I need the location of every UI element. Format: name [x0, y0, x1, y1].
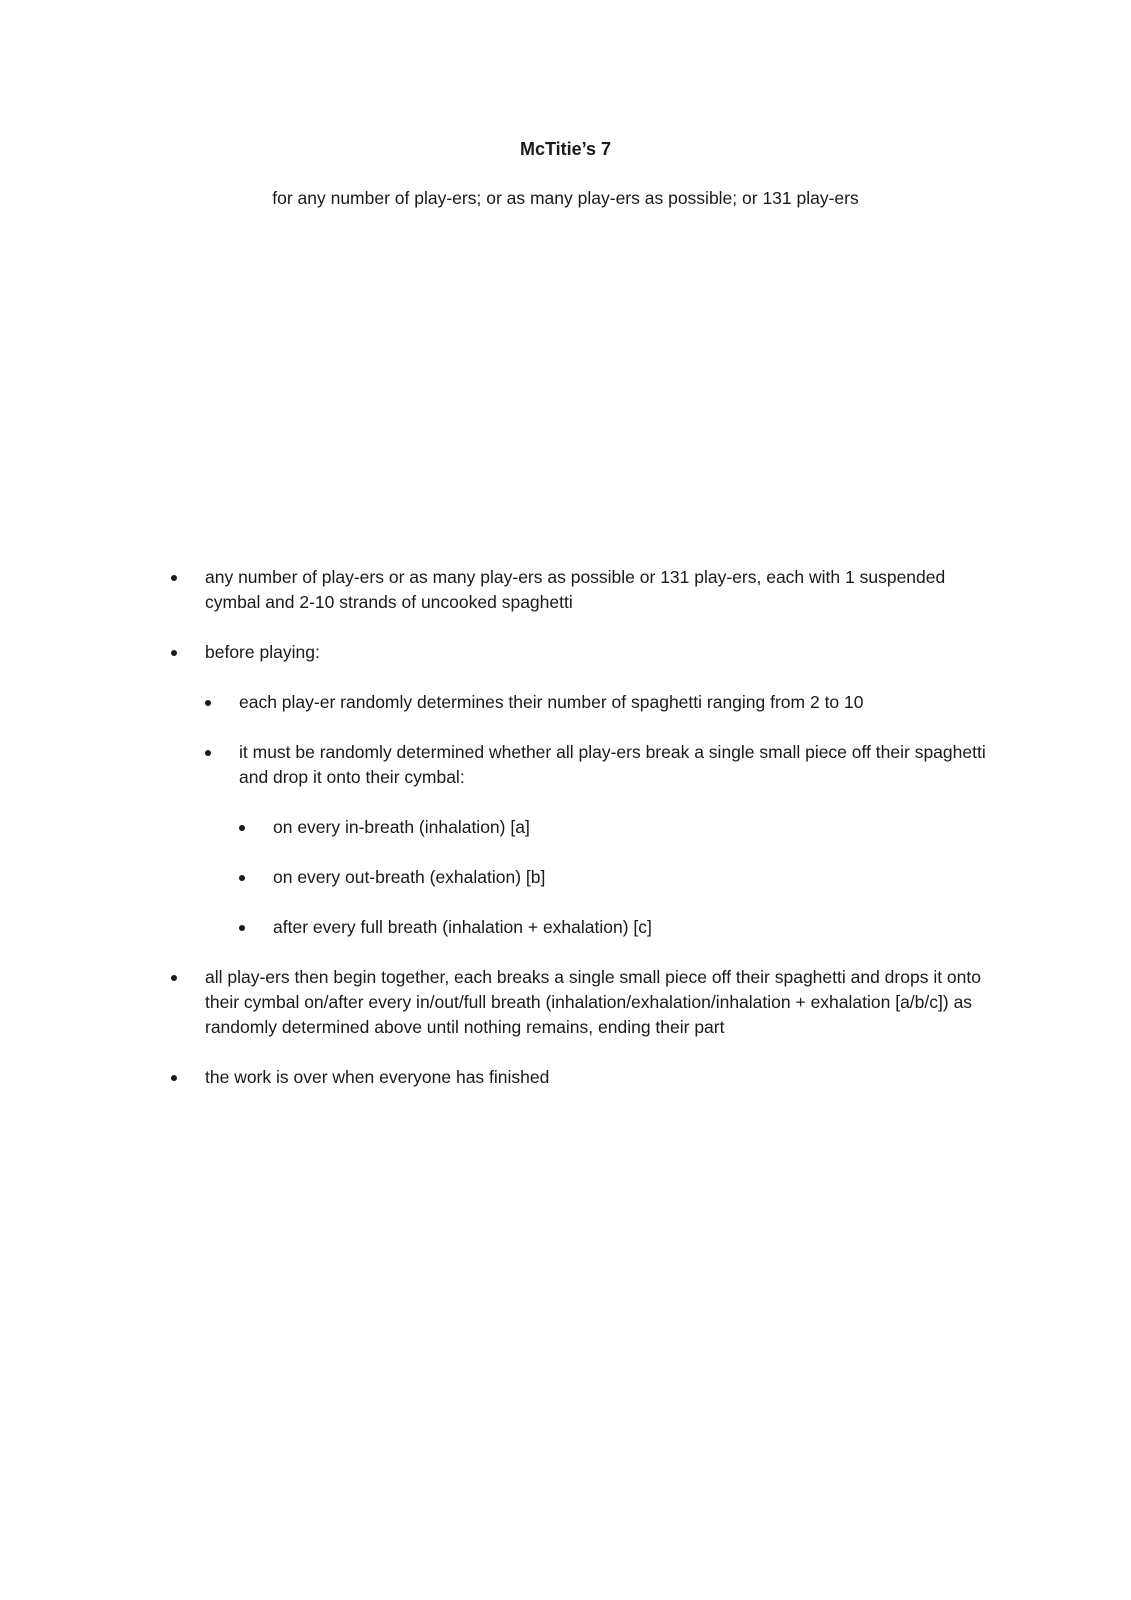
list-item — [0, 815, 1131, 840]
instruction-list — [0, 565, 1131, 1115]
page-title: McTitie’s 7 — [519, 139, 612, 159]
list-item-text: on every out-breath (exhalation) [b] — [273, 867, 546, 887]
list-item-text: after every full breath (inhalation + exhalation) [c] — [273, 917, 652, 937]
list-item — [0, 565, 1131, 615]
bullet-icon — [239, 925, 245, 931]
list-item-text: the work is over when everyone has finished — [205, 1067, 550, 1087]
page-subtitle: for any number of play-ers; or as many play-ers as possible; or 131 play-ers — [272, 188, 859, 208]
list-item — [0, 740, 1131, 790]
list-item-text: it must be randomly determined whether all play-ers break a single small piece off their spaghetti and drop it onto their cymbal: — [239, 742, 986, 787]
list-item-text: any number of play-ers or as many play-ers as possible or 131 play-ers, each with 1 suspended cymbal and 2-10 strands of uncooked spaghetti — [205, 567, 946, 612]
list-item — [0, 1065, 1131, 1090]
list-item-text: before playing: — [205, 642, 320, 662]
bullet-icon — [171, 1075, 177, 1081]
list-item — [0, 915, 1131, 940]
list-item-text: on every in-breath (inhalation) [a] — [273, 817, 530, 837]
list-item-text: all play-ers then begin together, each breaks a single small piece off their spaghetti and drops it onto their cymbal on/after every in/out/full breath (inhalation/exhalation/inhalation + exhalation [a/b/c]) as randomly determined above until nothing remains, ending their part — [205, 967, 981, 1037]
bullet-icon — [205, 750, 211, 756]
bullet-icon — [171, 975, 177, 981]
bullet-icon — [171, 575, 177, 581]
list-item-text: each play-er randomly determines their number of spaghetti ranging from 2 to 10 — [239, 692, 864, 712]
bullet-icon — [239, 875, 245, 881]
bullet-icon — [205, 700, 211, 706]
list-item — [0, 965, 1131, 1040]
list-item — [0, 690, 1131, 715]
list-item — [0, 640, 1131, 665]
bullet-icon — [239, 825, 245, 831]
bullet-icon — [171, 650, 177, 656]
list-item — [0, 865, 1131, 890]
